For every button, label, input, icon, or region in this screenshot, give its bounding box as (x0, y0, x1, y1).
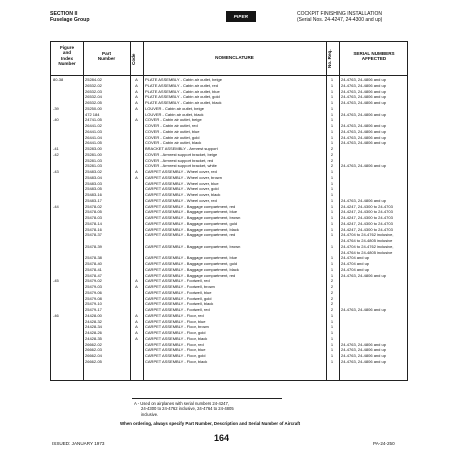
part-number-cell: 24428-34 (85, 324, 102, 330)
quantity-cell: 1 (330, 226, 334, 232)
part-number-cell: 472 184 (85, 111, 100, 117)
part-number-cell: 25479-02 (85, 278, 102, 284)
code-cell: A (135, 94, 138, 100)
footnote-divider (132, 398, 282, 399)
part-number-cell: 25483-17 (85, 197, 102, 203)
parts-table (50, 41, 408, 381)
section-label: SECTION II (50, 11, 78, 17)
quantity-cell: 1 (330, 140, 334, 146)
part-number-cell: 26532-05 (85, 100, 102, 105)
quantity-cell: 1 (330, 318, 334, 324)
quantity-cell: 2 (330, 163, 334, 169)
nomenclature-cell: CARPET ASSEMBLY - Baggage compartment, brown (145, 215, 241, 220)
part-number-cell: 25478-39 (85, 243, 102, 249)
nomenclature-cell: CARPET ASSEMBLY - Baggage compartment, brown (145, 243, 241, 249)
nomenclature-cell: COVER - Cabin air outlet, gold (145, 134, 200, 140)
nomenclature-cell: CARPET ASSEMBLY - Footwell, red (145, 307, 210, 312)
nomenclature-cell: CARPET ASSEMBLY - Footwell, brown (145, 284, 215, 289)
quantity-cell: 1 (330, 261, 334, 266)
part-number-cell: 25479-06 (85, 289, 102, 295)
part-number-cell: 25478-40 (85, 261, 102, 266)
part-number-cell: 25478-05 (85, 209, 102, 215)
nomenclature-cell: CARPET ASSEMBLY - Footwell, gold (145, 295, 212, 301)
nomenclature-cell: CARPET ASSEMBLY - Baggage compartment, gold (145, 220, 238, 226)
part-number-cell: 25478-03 (85, 215, 102, 220)
nomenclature-cell: CARPET ASSEMBLY - Wheel cover, blue (145, 180, 219, 186)
nomenclature-cell: CARPET ASSEMBLY - Baggage compartment, red (145, 203, 236, 209)
part-number-cell: 25479-10 (85, 301, 102, 307)
nomenclature-cell: PLATE ASSEMBLY - Cabin air outlet, red (145, 82, 218, 88)
serial-cell: 24-4764 to 24-4805 inclusive (341, 238, 393, 243)
figure-index-cell: 80-38 (53, 77, 64, 82)
code-cell: A (135, 77, 138, 82)
nomenclature-cell: COVER - Cabin air outlet, beige (145, 117, 202, 123)
quantity-cell: 1 (330, 82, 334, 88)
nomenclature-cell: CARPET ASSEMBLY - Wheel cover, brown (145, 174, 222, 180)
part-number-cell: 24428-35 (85, 335, 102, 341)
installation-header (297, 11, 407, 23)
serial-cell: 24-4704 to 24-4762 inclusive, (341, 243, 394, 249)
code-header: Code (131, 53, 136, 65)
part-number-cell: 26441-03 (85, 128, 102, 134)
part-number-cell: 26441-04 (85, 134, 102, 140)
nomenclature-cell: COVER - Cabin air outlet, black (145, 140, 202, 146)
quantity-cell: 2 (330, 289, 334, 295)
nomenclature-cell: PLATE ASSEMBLY - Cabin air outlet, black (145, 100, 222, 105)
part-number-cell: 25478-38 (85, 255, 102, 261)
code-cell: A (135, 169, 138, 174)
quantity-cell: 1 (330, 266, 334, 272)
nomenclature-cell: CARPET ASSEMBLY - Floor, red (145, 341, 204, 347)
nomenclature-cell: COVER - Armrest support bracket, red (145, 157, 214, 163)
code-cell: A (135, 318, 138, 324)
nomenclature-cell: CARPET ASSEMBLY - Floor, gold (145, 330, 206, 335)
nomenclature-cell: LOUVER - Cabin air outlet, black (145, 111, 204, 117)
part-number-cell: 24741-05 (85, 117, 102, 123)
quantity-cell: 2 (330, 278, 334, 284)
part-number-cell: 25250-00 (85, 105, 102, 111)
quantity-cell: 1 (330, 100, 334, 105)
quantity-cell: 1 (330, 111, 334, 117)
code-cell: A (135, 278, 138, 284)
serial-cell: 24-4763, 24-4806 and up (341, 163, 386, 169)
nomenclature-cell: CARPET ASSEMBLY - Wheel cover, red (145, 197, 217, 203)
figure-index-cell: -45 (53, 278, 59, 284)
quantity-cell: 2 (330, 157, 334, 163)
quantity-cell: 2 (330, 284, 334, 289)
table-row (51, 359, 407, 365)
part-number-cell: 25483-03 (85, 180, 102, 186)
serial-cell: 24-4763, 24-4806 and up (341, 341, 386, 347)
figure-index-cell: -39 (53, 105, 59, 111)
part-number-cell: 26662-04 (85, 353, 102, 358)
serial-cell: 24-4763, 24-4806 and up (341, 82, 386, 88)
quantity-cell: 1 (330, 128, 334, 134)
installation-title: COCKPIT FINISHING INSTALLATION (297, 11, 383, 17)
quantity-cell: 1 (330, 335, 334, 341)
serial-cell: 24-4763, 24-4806 and up (341, 123, 386, 128)
table-body (51, 77, 407, 365)
quantity-cell: 1 (330, 88, 334, 94)
serial-cell: 24-4763, 24-4806 and up (341, 134, 386, 140)
ordering-note: When ordering, always specify Part Number, Description and Serial Number of Aircraft (120, 421, 301, 426)
nomenclature-cell: CARPET ASSEMBLY - Floor, blue (145, 318, 206, 324)
group-label: Fuselage Group (50, 17, 90, 23)
nomenclature-cell: CARPET ASSEMBLY - Baggage compartment, red (145, 232, 236, 238)
nomenclature-cell: COVER - Cabin air outlet, red (145, 123, 198, 128)
nomenclature-cell: CARPET ASSEMBLY - Baggage compartment, black (145, 266, 239, 272)
code-cell: A (135, 174, 138, 180)
part-number-cell: 25478-16 (85, 226, 102, 232)
nomenclature-cell: CARPET ASSEMBLY - Baggage compartment, black (145, 226, 239, 232)
serial-cell: 24-4763, 24-4806 and up (341, 272, 386, 278)
figure-index-cell: -46 (53, 312, 59, 318)
serial-cell: 24-4763, 24-4806 and up (341, 140, 386, 146)
quantity-cell: 1 (330, 209, 334, 215)
part-number-cell: 25281-03 (85, 157, 102, 163)
quantity-cell: 2 (330, 295, 334, 301)
quantity-cell: 1 (330, 186, 334, 192)
code-cell: A (135, 117, 138, 123)
nomenclature-cell: CARPET ASSEMBLY - Baggage compartment, blue (145, 209, 238, 215)
serial-cell: 24-4763, 24-4806 and up (341, 111, 386, 117)
part-number-cell: 26532-04 (85, 94, 102, 100)
nomenclature-cell: CARPET ASSEMBLY - Floor, black (145, 335, 208, 341)
serial-cell: 24-4763, 24-4806 and up (341, 88, 386, 94)
nomenclature-cell: CARPET ASSEMBLY - Footwell, black (145, 301, 214, 307)
nomenclature-cell: CARPET ASSEMBLY - Footwell, blue (145, 289, 212, 295)
part-number-cell: 25479-08 (85, 295, 102, 301)
quantity-cell: 1 (330, 203, 334, 209)
quantity-cell: 1 (330, 77, 334, 82)
nomenclature-cell: CARPET ASSEMBLY - Wheel cover, red (145, 169, 217, 174)
serial-cell: 24-4763, 24-4806 and up (341, 353, 386, 358)
quantity-cell: 1 (330, 220, 334, 226)
part-number-cell: 25478-41 (85, 266, 102, 272)
quantity-cell: 1 (330, 341, 334, 347)
code-cell: A (135, 284, 138, 289)
quantity-cell: 1 (330, 134, 334, 140)
header-divider (51, 75, 407, 76)
issue-date: ISSUED: JANUARY 1973 (52, 441, 105, 446)
quantity-cell: 1 (330, 358, 334, 364)
quantity-cell: 1 (330, 192, 334, 197)
nomenclature-cell: CARPET ASSEMBLY - Floor, blue (145, 347, 206, 353)
part-number-cell: 25479-17 (85, 307, 102, 312)
part-number-cell: 24428-26 (85, 330, 102, 335)
quantity-cell: 1 (330, 123, 334, 128)
nomenclature-cell: COVER - Armrest support bracket, beige (145, 151, 218, 157)
serial-cell: 24-4247, 24-4300 to 24-4703 (341, 209, 393, 215)
serial-cell: 24-4247, 24-4300 to 24-4703 (341, 215, 393, 220)
quantity-cell: 1 (330, 232, 334, 238)
quantity-cell: 1 (330, 312, 334, 318)
page-number: 164 (214, 433, 230, 443)
quantity-cell: 1 (330, 105, 334, 111)
serial-cell: 24-4247, 24-4300 to 24-4703 (341, 226, 393, 232)
serial-cell: 24-4247, 24-4300 to 24-4703 (341, 203, 393, 209)
nomenclature-cell: CARPET ASSEMBLY - Floor, gold (145, 353, 206, 358)
quantity-cell: 1 (330, 243, 334, 249)
part-number-cell: 25478-02 (85, 203, 102, 209)
quantity-header: No. Req. (327, 49, 332, 69)
quantity-cell: 1 (330, 180, 334, 186)
part-number-cell: 24428-32 (85, 318, 102, 324)
part-number-cell: 25281-03 (85, 163, 102, 169)
nomenclature-cell: BRACKET ASSEMBLY - Armrest support (145, 146, 218, 151)
part-number-cell: 26662-03 (85, 347, 102, 353)
part-number-cell: 26662-05 (85, 358, 102, 364)
part-number-cell: 25479-03 (85, 284, 102, 289)
quantity-cell: 1 (330, 215, 334, 220)
nomenclature-cell: CARPET ASSEMBLY - Floor, red (145, 312, 204, 318)
serial-numbers-header: SERIAL NUMBERS AFFECTED (353, 51, 395, 62)
nomenclature-cell: CARPET ASSEMBLY - Wheel cover, black (145, 192, 221, 197)
nomenclature-cell: COVER - Cabin air outlet, blue (145, 128, 200, 134)
serial-cell: 24-4704 and up (341, 266, 370, 272)
figure-index-cell: -42 (53, 151, 59, 157)
part-number-cell: 25478-37 (85, 232, 102, 238)
serial-range: (Serial Nos. 24-4247, 24-4300 and up) (297, 17, 383, 23)
footnote: A - Used on airplanes with serial numbers 24-4247, 24-4300 to 24-4762 inclusive, 24-4764 to 24-4805 inclusive. (134, 401, 234, 417)
nomenclature-cell: PLATE ASSEMBLY - Cabin air outlet, beige (145, 77, 222, 82)
serial-cell: 24-4247, 24-4300 to 24-4703 (341, 220, 393, 226)
figure-index-cell: -40 (53, 117, 59, 123)
nomenclature-cell: CARPET ASSEMBLY - Baggage compartment, blue (145, 255, 238, 261)
part-number-cell: 25478-14 (85, 220, 102, 226)
quantity-cell: 1 (330, 197, 334, 203)
quantity-cell: 1 (330, 255, 334, 261)
part-number-cell: 26662-02 (85, 341, 102, 347)
nomenclature-cell: CARPET ASSEMBLY - Baggage compartment, red (145, 272, 236, 278)
quantity-cell: 1 (330, 347, 334, 353)
serial-cell: 24-4704 and up (341, 255, 370, 261)
part-number-cell: 25284-02 (85, 77, 102, 82)
serial-cell: 24-4764 to 24-4805 inclusive (341, 249, 393, 255)
code-cell: A (135, 330, 138, 335)
part-number-cell: 26441-02 (85, 123, 102, 128)
nomenclature-cell: LOUVER - Cabin air outlet, beige (145, 105, 204, 111)
part-number-cell: 25483-16 (85, 192, 102, 197)
part-number-header: Part Number (97, 51, 116, 62)
quantity-cell: 2 (330, 151, 334, 157)
serial-cell: 24-4763, 24-4806 and up (341, 77, 386, 82)
serial-cell: 24-4763, 24-4806 and up (341, 197, 386, 203)
quantity-cell: 1 (330, 330, 334, 335)
serial-cell: 24-4763, 24-4806 and up (341, 347, 386, 353)
model-designation: PA-24-250 (373, 441, 395, 446)
code-cell: A (135, 324, 138, 330)
serial-cell: 24-4763, 24-4806 and up (341, 358, 386, 364)
part-number-cell: 25281-00 (85, 151, 102, 157)
quantity-cell: 2 (330, 146, 334, 151)
nomenclature-cell: CARPET ASSEMBLY - Floor, brown (145, 324, 209, 330)
part-number-cell: 24428-00 (85, 312, 102, 318)
part-number-cell: 25483-05 (85, 186, 102, 192)
nomenclature-cell: COVER - Armrest support bracket, white (145, 163, 217, 169)
part-number-cell: 26441-05 (85, 140, 102, 146)
figure-index-cell: -44 (53, 203, 59, 209)
code-cell: A (135, 335, 138, 341)
serial-cell: 24-4763, 24-4806 and up (341, 100, 386, 105)
quantity-cell: 1 (330, 94, 334, 100)
quantity-cell: 2 (330, 301, 334, 307)
quantity-cell: 1 (330, 174, 334, 180)
figure-index-header: Figure and Index Number (58, 45, 76, 67)
nomenclature-cell: PLATE ASSEMBLY - Cabin air outlet, blue (145, 88, 220, 94)
nomenclature-cell: CARPET ASSEMBLY - Baggage compartment, gold (145, 261, 238, 266)
nomenclature-header: NOMENCLATURE (215, 55, 254, 60)
serial-cell: 24-4704 to 24-4762 inclusive, (341, 232, 394, 238)
part-number-cell: 25283-00 (85, 146, 102, 151)
serial-cell: 24-4704 and up (341, 261, 370, 266)
figure-index-cell: -43 (53, 169, 59, 174)
code-cell: A (135, 82, 138, 88)
quantity-cell: 1 (330, 324, 334, 330)
part-number-cell: 25478-47 (85, 272, 102, 278)
code-cell: A (135, 105, 138, 111)
part-number-cell: 26532-03 (85, 88, 102, 94)
part-number-cell: 26532-02 (85, 82, 102, 88)
part-number-cell: 25483-02 (85, 169, 102, 174)
piper-logo: PIPER (226, 11, 256, 22)
nomenclature-cell: PLATE ASSEMBLY - Cabin air outlet, gold (145, 94, 220, 100)
quantity-cell: 1 (330, 117, 334, 123)
quantity-cell: 1 (330, 272, 334, 278)
nomenclature-cell: CARPET ASSEMBLY - Wheel cover, gold (145, 186, 219, 192)
nomenclature-cell: CARPET ASSEMBLY - Footwell, red (145, 278, 210, 284)
serial-cell: 24-4763, 24-4806 and up (341, 128, 386, 134)
serial-cell: 24-4763, 24-4806 and up (341, 307, 386, 312)
serial-cell: 24-4763, 24-4806 and up (341, 94, 386, 100)
code-cell: A (135, 100, 138, 105)
figure-index-cell: -41 (53, 146, 59, 151)
nomenclature-cell: CARPET ASSEMBLY - Floor, black (145, 358, 208, 364)
quantity-cell: 2 (330, 307, 334, 312)
code-cell: A (135, 88, 138, 94)
section-header (50, 11, 90, 23)
code-cell: A (135, 312, 138, 318)
quantity-cell: 1 (330, 353, 334, 358)
quantity-cell: 1 (330, 169, 334, 174)
part-number-cell: 25483-04 (85, 174, 102, 180)
